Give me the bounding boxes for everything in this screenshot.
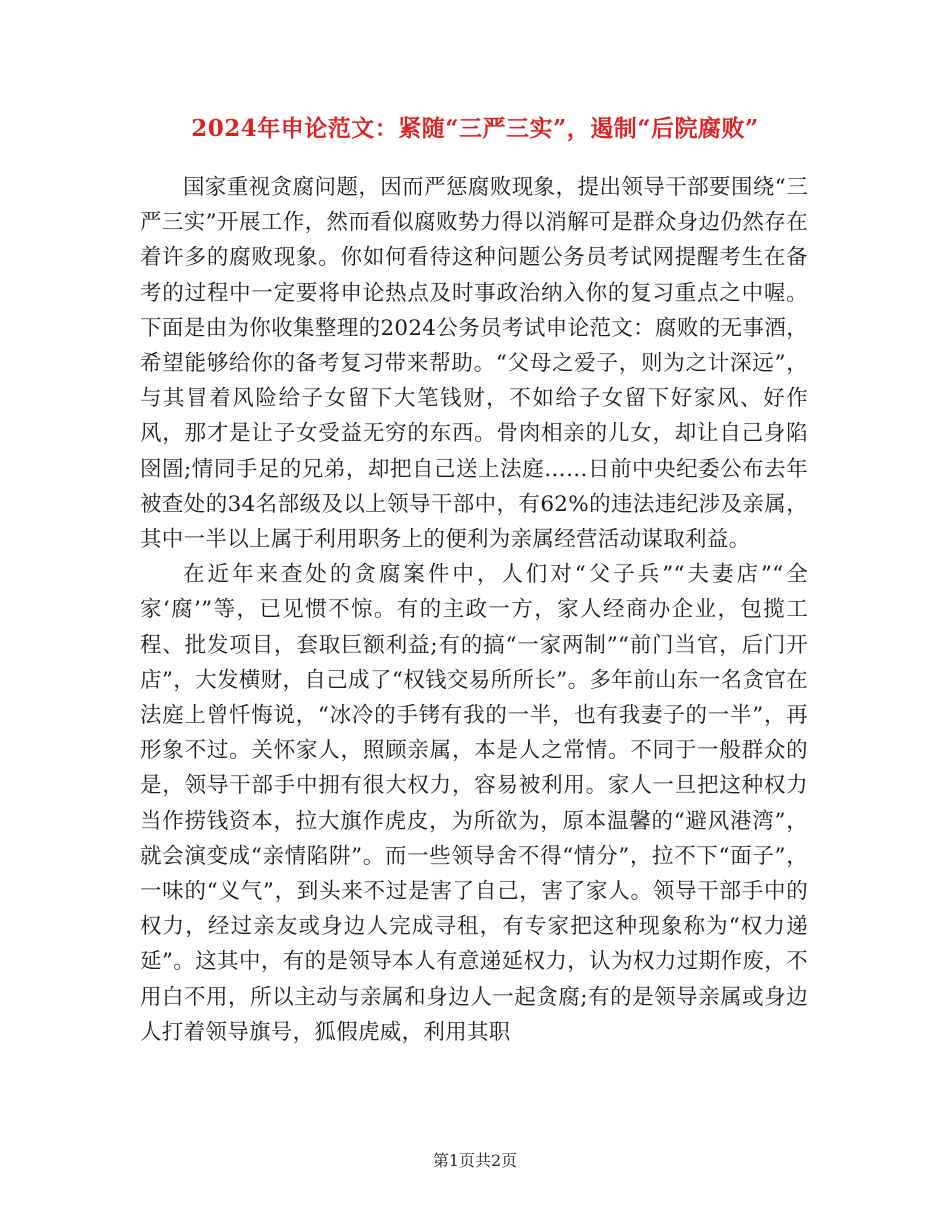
paragraph-1: 国家重视贪腐问题，因而严惩腐败现象，提出领导干部要围绕“三严三实”开展工作，然而看似腐败势力得以消解可是群众身边仍然存在着许多的腐败现象。你如何看待这种问题公务员考试网提醒考生在备考的过程中一定要将申论热点及时事政治纳入你的复习重点之中喔。下面是由为你收集整理的2024公务员考试申论范文：腐败的无事酒，希望能够给你的备考复习带来帮助。“父母之爱子，则为之计深远”，与其冒着风险给子女留下大笔钱财，不如给子女留下好家风、好作风，那才是让子女受益无穷的东西。骨肉相亲的儿女，却让自己身陷囹圄;情同手足的兄弟，却把自己送上法庭……日前中央纪委公布去年被查处的34名部级及以上领导干部中，有62%的违法违纪涉及亲属，其中一半以上属于利用职务上的便利为亲属经营活动谋取利益。 (140, 175, 808, 553)
page-footer: 第1页共2页 (432, 1151, 518, 1170)
document-body (140, 170, 808, 1050)
paragraph-2: 在近年来查处的贪腐案件中，人们对“父子兵”“夫妻店”“全家‘腐’”等，已见惯不惊。有的主政一方，家人经商办企业，包揽工程、批发项目，套取巨额利益;有的搞“一家两制”“前门当官，后门开店”，大发横财，自己成了“权钱交易所所长”。多年前山东一名贪官在法庭上曾忏悔说，“冰冷的手铐有我的一半，也有我妻子的一半”，再形象不过。关怀家人，照顾亲属，本是人之常情。不同于一般群众的是，领导干部手中拥有很大权力，容易被利用。家人一旦把这种权力当作捞钱资本，拉大旗作虎皮，为所欲为，原本温馨的“避风港湾”，就会演变成“亲情陷阱”。而一些领导舍不得“情分”，拉不下“面子”，一味的“义气”，到头来不过是害了自己，害了家人。领导干部手中的权力，经过亲友或身边人完成寻租，有专家把这种现象称为“权力递延”。这其中，有的是领导本人有意递延权力，认为权力过期作废，不用白不用，所以主动与亲属和身边人一起贪腐;有的是领导亲属或身边人打着领导旗号，狐假虎威，利用其职 (140, 562, 808, 1045)
document-title: 2024年申论范文：紧随“三严三实”，遏制“后院腐败” (191, 115, 759, 142)
